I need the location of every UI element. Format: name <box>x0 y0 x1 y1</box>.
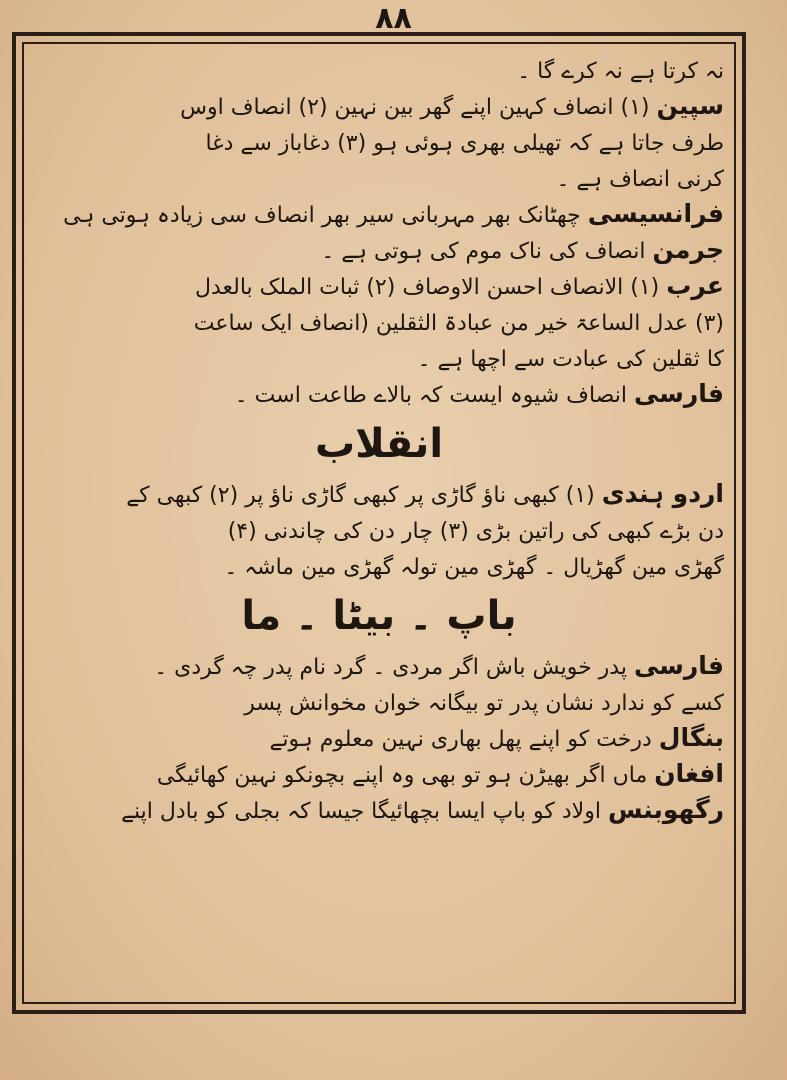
line-lead-term: جرمن <box>652 235 724 264</box>
text-line <box>34 792 724 828</box>
text-line <box>34 512 724 548</box>
text-line <box>34 376 724 412</box>
line-text: ماں اگر بھیڑن ہو تو بھی وہ اپنے بچونکو نہین کھائیگی <box>156 763 655 788</box>
line-text: گھڑی مین گھڑیال ۔ گھڑی مین تولہ گھڑی مین ماشہ ۔ <box>224 555 724 580</box>
line-text: درخت کو اپنے پھل بھاری نہین معلوم ہوتے <box>269 727 659 752</box>
line-text: (۱) انصاف کہین اپنے گھر بین نہین (۲) انصاف اوس <box>180 95 657 120</box>
line-text: نہ کرتا ہے نہ کرے گا ۔ <box>517 59 724 84</box>
line-lead-term: بنگال <box>658 723 724 752</box>
text-line <box>34 88 724 124</box>
section-heading: انقلاب <box>314 421 444 467</box>
line-text: (۱) الانصاف احسن الاوصاف (۲) ثبات الملک بالعدل <box>195 275 667 300</box>
text-line <box>34 684 724 720</box>
line-lead-term: افغان <box>654 759 724 788</box>
line-text: چھٹانک بھر مہربانی سیر بھر انصاف سی زیادہ ہوتی ہی <box>63 203 588 228</box>
line-text: کسے کو ندارد نشان پدر تو بیگانہ خوان مخوانش پسر <box>244 691 724 716</box>
line-text: اولاد کو باپ ایسا بچھائیگا جیسا کہ بجلی کو بادل اپنے <box>121 799 608 824</box>
text-line <box>34 160 724 196</box>
line-lead-term: رگھوبنس <box>607 795 724 824</box>
line-lead-term: عرب <box>666 271 724 300</box>
line-text: پدر خویش باش اگر مردی ۔ گرد نام پدر چہ گردی ۔ <box>154 655 634 680</box>
text-line <box>34 340 724 376</box>
page-text <box>34 52 724 992</box>
line-lead-term: فرانسیسی <box>587 199 724 228</box>
text-line <box>34 124 724 160</box>
page-number: ۸۸ <box>375 1 412 36</box>
line-lead-term: سپین <box>656 91 724 120</box>
section-heading: باپ ۔ بیٹا ۔ ما <box>241 593 517 639</box>
line-text: انصاف شیوہ ایست کہ بالاے طاعت است ۔ <box>234 383 634 408</box>
text-line <box>34 756 724 792</box>
line-lead-term: فارسی <box>633 379 724 408</box>
text-line <box>34 268 724 304</box>
line-text: کرنی انصاف ہے ۔ <box>556 167 724 192</box>
text-line <box>34 52 724 88</box>
text-line <box>34 304 724 340</box>
line-text: (۱) کبھی ناؤ گاڑی پر کبھی گاڑی ناؤ پر (۲) کبھی کے <box>126 483 602 508</box>
line-lead-term: اردو ہندی <box>601 479 724 508</box>
text-line <box>34 648 724 684</box>
line-text: طرف جاتا ہے کہ تھیلی بھری ہوئی ہو (۳) دغاباز سے دغا <box>205 131 724 156</box>
line-text: انصاف کی ناک موم کی ہوتی ہے ۔ <box>321 239 653 264</box>
line-lead-term: فارسی <box>633 651 724 680</box>
line-text: کا ثقلین کی عبادت سے اچھا ہے ۔ <box>417 347 724 372</box>
text-line <box>34 548 724 584</box>
line-text: دن بڑے کبھی کی راتین بڑی (۳) چار دن کی چاندنی (۴) <box>227 519 724 544</box>
text-line <box>34 196 724 232</box>
text-line <box>34 476 724 512</box>
text-line <box>34 232 724 268</box>
text-line <box>34 720 724 756</box>
line-text: (۳) عدل الساعۃ خیر من عبادۃ الثقلین (انصاف ایک ساعت <box>193 311 724 336</box>
